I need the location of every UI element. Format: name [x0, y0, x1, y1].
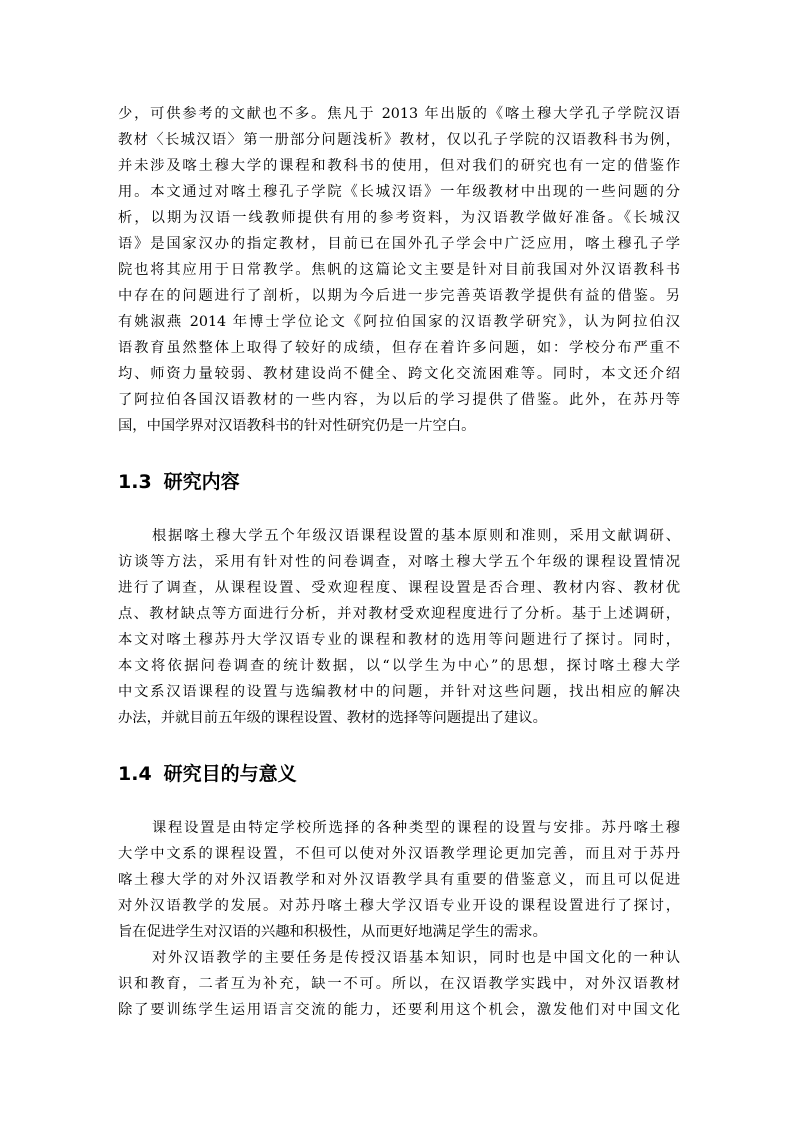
section-title: 研究内容 [163, 471, 240, 493]
text-line: 识和教育，二者互为补充，缺一不可。所以，在汉语教学实践中，对外汉语教材 [118, 976, 680, 992]
section-number: 1.4 [118, 763, 152, 785]
text-line: 本文将依据问卷调查的统计数据，以“以学生为中心”的思想，探讨喀土穆大学 [118, 658, 680, 674]
text-line: 课程设置是由特定学校所选择的各种类型的课程的设置与安排。苏丹喀土穆 [152, 820, 680, 836]
text-line: 办法，并就目前五年级的课程设置、教材的选择等问题提出了建议。 [118, 710, 547, 726]
text-line: 院也将其应用于日常教学。焦帆的这篇论文主要是针对目前我国对外汉语教科书 [118, 262, 680, 278]
text-line: 少，可供参考的文献也不多。焦凡于 2013 年出版的《喀土穆大学孔子学院汉语 [118, 106, 680, 122]
text-line: 旨在促进学生对汉语的兴趣和积极性，从而更好地满足学生的需求。 [118, 924, 547, 940]
text-line: 除了要训练学生运用语言交流的能力，还要利用这个机会，激发他们对中国文化 [118, 1002, 680, 1018]
text-line: 并未涉及喀土穆大学的课程和教科书的使用，但对我们的研究也有一定的借鉴作 [118, 158, 680, 174]
section-number: 1.3 [118, 471, 152, 493]
text-line: 对外汉语教学的发展。对苏丹喀土穆大学汉语专业开设的课程设置进行了探讨， [118, 898, 680, 914]
text-line: 析，以期为汉语一线教师提供有用的参考资料，为汉语教学做好准备。《长城汉 [118, 210, 680, 226]
text-line: 均、师资力量较弱、教材建设尚不健全、跨文化交流困难等。同时，本文还介绍 [118, 366, 680, 382]
text-line: 了阿拉伯各国汉语教材的一些内容，为以后的学习提供了借鉴。此外，在苏丹等 [118, 392, 680, 408]
text-line: 大学中文系的课程设置，不但可以使对外汉语教学理论更加完善，而且对于苏丹 [118, 846, 680, 862]
text-line: 用。本文通过对喀土穆孔子学院《长城汉语》一年级教材中出现的一些问题的分 [118, 184, 680, 200]
section-title: 研究目的与意义 [163, 763, 297, 785]
text-line: 有姚淑燕 2014 年博士学位论文《阿拉伯国家的汉语教学研究》，认为阿拉伯汉 [118, 314, 680, 330]
text-line: 喀土穆大学的对外汉语教学和对外汉语教学具有重要的借鉴意义，而且可以促进 [118, 872, 680, 888]
text-line: 进行了调查，从课程设置、受欢迎程度、课程设置是否合理、教材内容、教材优 [118, 580, 680, 596]
text-line: 语》是国家汉办的指定教材，目前已在国外孔子学会中广泛应用，喀土穆孔子学 [118, 236, 680, 252]
text-line: 本文对喀土穆苏丹大学汉语专业的课程和教材的选用等问题进行了探讨。同时， [118, 632, 680, 648]
section-heading-1-3 [118, 468, 240, 496]
text-line: 中文系汉语课程的设置与选编教材中的问题，并针对这些问题，找出相应的解决 [118, 684, 680, 700]
text-line: 访谈等方法，采用有针对性的问卷调查，对喀土穆大学五个年级的课程设置情况 [118, 554, 680, 570]
section-heading-1-4 [118, 760, 297, 788]
text-line: 中存在的问题进行了剖析，以期为今后进一步完善英语教学提供有益的借鉴。另 [118, 288, 680, 304]
text-line: 国，中国学界对汉语教科书的针对性研究仍是一片空白。 [118, 418, 476, 434]
text-line: 点、教材缺点等方面进行分析，并对教材受欢迎程度进行了分析。基于上述调研， [118, 606, 680, 622]
text-line: 对外汉语教学的主要任务是传授汉语基本知识，同时也是中国文化的一种认 [152, 950, 680, 966]
text-line: 教材〈长城汉语〉第一册部分问题浅析》教材，仅以孔子学院的汉语教科书为例， [118, 132, 680, 148]
text-line: 根据喀土穆大学五个年级汉语课程设置的基本原则和准则，采用文献调研、 [152, 528, 680, 544]
text-line: 语教育虽然整体上取得了较好的成绩，但存在着许多问题，如：学校分布严重不 [118, 340, 680, 356]
